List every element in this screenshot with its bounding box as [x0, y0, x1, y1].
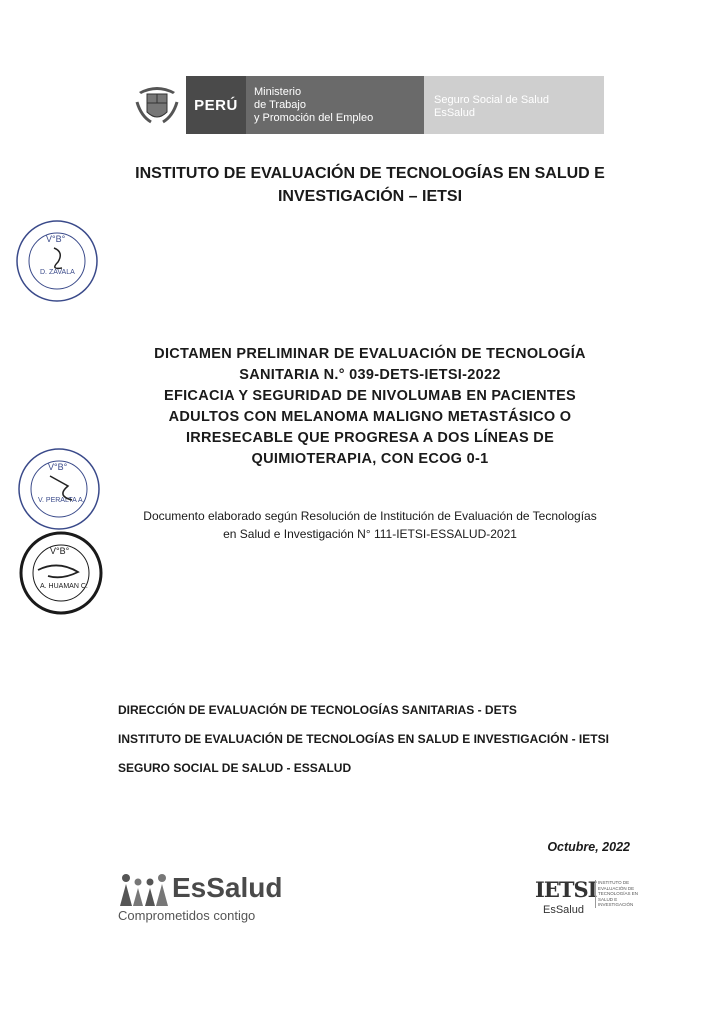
ministry-line: de Trabajo — [254, 99, 306, 111]
essalud-tagline: Comprometidos contigo — [118, 908, 256, 923]
essalud-label: SEGURO SOCIAL DE SALUD - ESSALUD — [118, 761, 352, 775]
institute-title-line: INVESTIGACIÓN – IETSI — [277, 188, 463, 205]
document-note — [110, 507, 630, 543]
approval-stamp — [18, 530, 104, 621]
ministry-line: Ministerio — [254, 86, 302, 98]
dictamen-line: EFICACIA Y SEGURIDAD DE NIVOLUMAB EN PACIENTES — [163, 388, 577, 404]
essalud-banner-label — [424, 76, 604, 134]
stamp-vb: V°B° — [48, 462, 68, 472]
approval-stamp — [16, 446, 102, 537]
stamp-vb: V°B° — [50, 546, 70, 556]
stamp-name: A. HUAMAN C. — [40, 583, 88, 590]
authoring-bodies — [118, 702, 638, 789]
ietsi-logo — [535, 877, 639, 927]
essalud-line: EsSalud — [434, 107, 475, 119]
essalud-logo — [118, 868, 298, 928]
dictamen-line: DICTAMEN PRELIMINAR DE EVALUACIÓN DE TECNOLOGÍA — [154, 346, 586, 362]
ministry-label — [246, 76, 424, 134]
document-note-line: en Salud e Investigación N° 111-IETSI-ESSALUD-2021 — [223, 527, 517, 541]
ietsi-label: INSTITUTO DE EVALUACIÓN DE TECNOLOGÍAS EN SALUD E INVESTIGACIÓN - IETSI — [118, 732, 609, 746]
dictamen-line: SANITARIA N.° 039-DETS-IETSI-2022 — [239, 367, 501, 383]
institute-title-line: INSTITUTO DE EVALUACIÓN DE TECNOLOGÍAS EN SALUD E — [135, 165, 605, 182]
dictamen-line: QUIMIOTERAPIA, CON ECOG 0-1 — [251, 451, 489, 467]
dictamen-line: ADULTOS CON MELANOMA MALIGNO METASTÁSICO O — [168, 409, 572, 425]
institute-title — [60, 162, 680, 208]
document-note-line: Documento elaborado según Resolución de Institución de Evaluación de Tecnologías — [143, 509, 597, 523]
document-date: Octubre, 2022 — [547, 840, 630, 854]
ietsi-description: INSTITUTO DE EVALUACIÓN DE TECNOLOGÍAS EN SALUD E INVESTIGACIÓN — [595, 880, 638, 908]
essalud-wordmark: EsSalud — [172, 872, 283, 903]
dictamen-title — [120, 344, 620, 470]
country-label: PERÚ — [186, 76, 246, 134]
dets-label: DIRECCIÓN DE EVALUACIÓN DE TECNOLOGÍAS SANITARIAS - DETS — [118, 703, 517, 717]
approval-stamp — [14, 218, 100, 309]
peru-coat-of-arms-icon — [128, 76, 186, 134]
stamp-name: V. PERALTA A. — [38, 497, 85, 504]
dictamen-line: IRRESECABLE QUE PROGRESA A DOS LÍNEAS DE — [185, 430, 555, 446]
ministry-line: y Promoción del Empleo — [254, 112, 374, 124]
stamp-vb: V°B° — [46, 234, 66, 244]
government-banner — [128, 76, 604, 134]
ietsi-sub: EsSalud — [543, 904, 584, 916]
family-figures-icon — [118, 870, 170, 908]
essalud-line: Seguro Social de Salud — [434, 94, 549, 106]
ietsi-wordmark: IETSI — [535, 877, 597, 902]
stamp-name: D. ZAVALA — [40, 269, 75, 276]
